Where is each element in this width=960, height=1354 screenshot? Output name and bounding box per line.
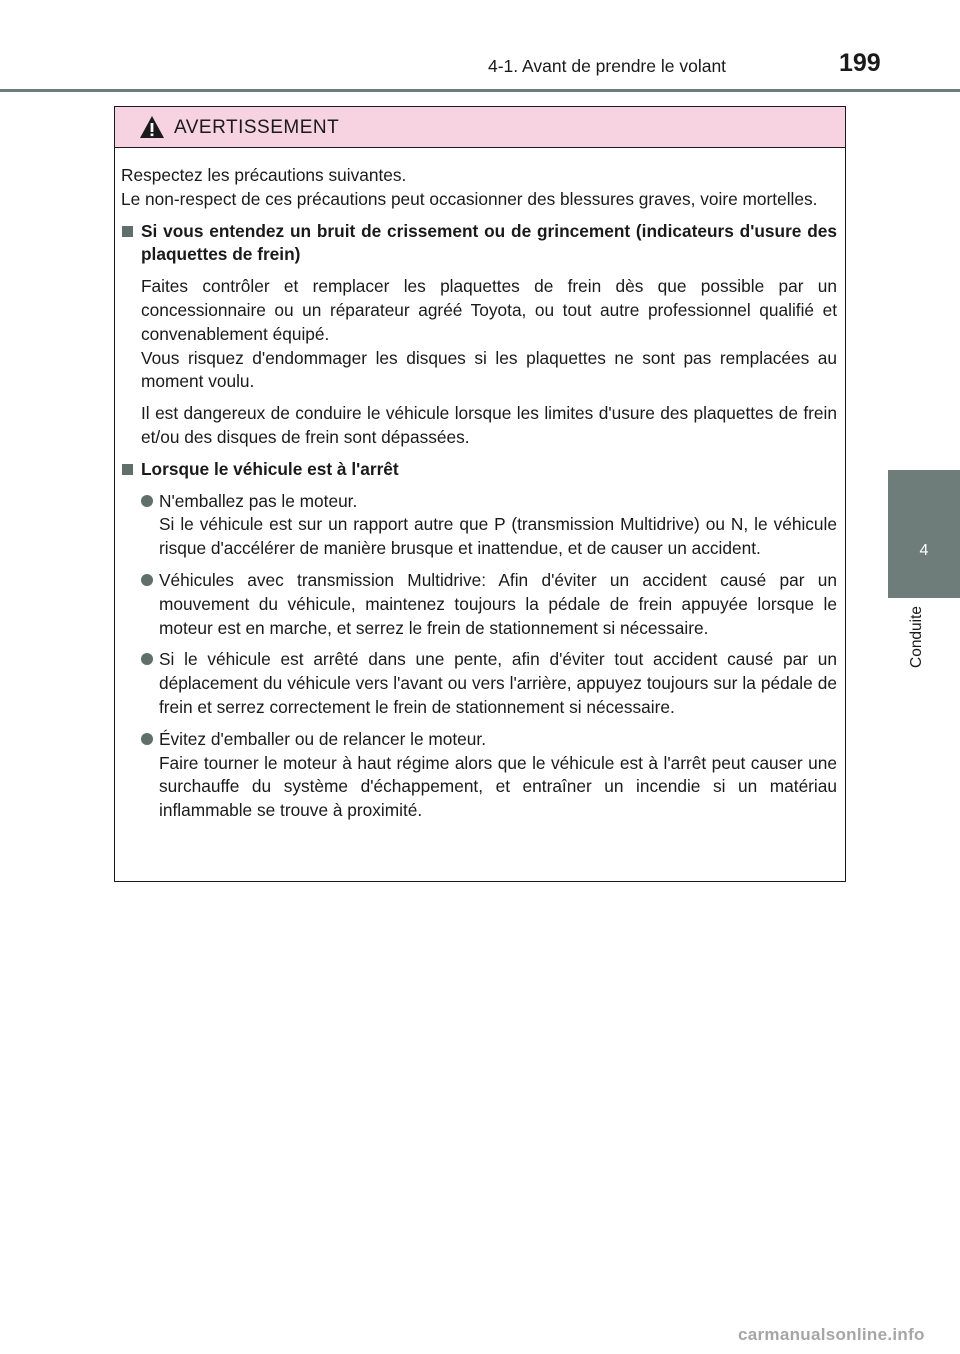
circle-bullet-icon	[141, 733, 153, 745]
paragraph: Il est dangereux de conduire le véhicule lorsque les limites d'usure des plaquettes de frein et/ou des disques de frein sont dépassées.	[141, 403, 837, 447]
section-heading	[121, 458, 837, 482]
paragraph: Vous risquez d'endommager les disques si les plaquettes ne sont pas remplacées au moment voulu.	[141, 347, 837, 392]
paragraph: Faites contrôler et remplacer les plaquettes de frein dès que possible par un concessionnaire ou un réparateur agréé Toyota, ou tout autre professionnel qualifié et convenablement équipé.	[141, 276, 837, 344]
circle-bullet-icon	[141, 574, 153, 586]
list-item-text: Faire tourner le moteur à haut régime alors que le véhicule est à l'arrêt peut causer une surchauffe du système d'échappement, et entraîner un incendie si un matériau inflammable se trouve à proximité.	[159, 752, 837, 821]
list-item	[121, 569, 837, 640]
chapter-tab[interactable]	[888, 470, 960, 598]
section-heading-text: Si vous entendez un bruit de crissement ou de grincement (indicateurs d'usure des plaquettes de frein)	[141, 220, 837, 265]
square-bullet-icon	[122, 226, 133, 237]
section-heading	[121, 220, 837, 268]
list-item-text: Si le véhicule est sur un rapport autre que P (transmission Multidrive) ou N, le véhicule risque d'accélérer de manière brusque et inattendue, et de causer un accident.	[159, 514, 837, 559]
chapter-label: Conduite	[908, 606, 925, 669]
warning-title: AVERTISSEMENT	[174, 117, 340, 138]
watermark: carmanualsonline.info	[738, 1325, 925, 1344]
list-item-text: Si le véhicule est arrêté dans une pente, afin d'éviter tout accident causé par un déplacement du véhicule vers l'avant ou vers l'arrière, appuyez toujours sur la pédale de frein et serrez correctement le frein de stationnement si nécessaire.	[159, 649, 837, 717]
circle-bullet-icon	[141, 653, 153, 665]
warning-box	[114, 106, 846, 882]
chapter-number: 4	[919, 542, 929, 559]
section-title: 4-1. Avant de prendre le volant	[488, 56, 727, 76]
header-divider	[0, 89, 960, 92]
list-item-text: Évitez d'emballer ou de relancer le moteur.	[159, 728, 487, 749]
warning-content	[121, 164, 837, 823]
list-item	[121, 728, 837, 823]
section-heading-text: Lorsque le véhicule est à l'arrêt	[141, 458, 399, 479]
list-item-text: Véhicules avec transmission Multidrive: Afin d'éviter un accident causé par un mouvement du véhicule, maintenez toujours la pédale de frein appuyée lorsque le moteur est en marche, et serrez le frein de stationnement si nécessaire.	[159, 569, 837, 638]
list-item	[121, 648, 837, 719]
list-item-text: N'emballez pas le moteur.	[159, 490, 358, 511]
intro-line-1: Respectez les précautions suivantes.	[121, 165, 407, 185]
page-number: 199	[839, 49, 881, 77]
warning-triangle-icon	[139, 115, 165, 139]
circle-bullet-icon	[141, 495, 153, 507]
list-item	[121, 490, 837, 561]
warning-header	[115, 107, 845, 148]
intro-line-2: Le non-respect de ces précautions peut occasionner des blessures graves, voire mortelles.	[121, 188, 818, 209]
square-bullet-icon	[122, 464, 133, 475]
